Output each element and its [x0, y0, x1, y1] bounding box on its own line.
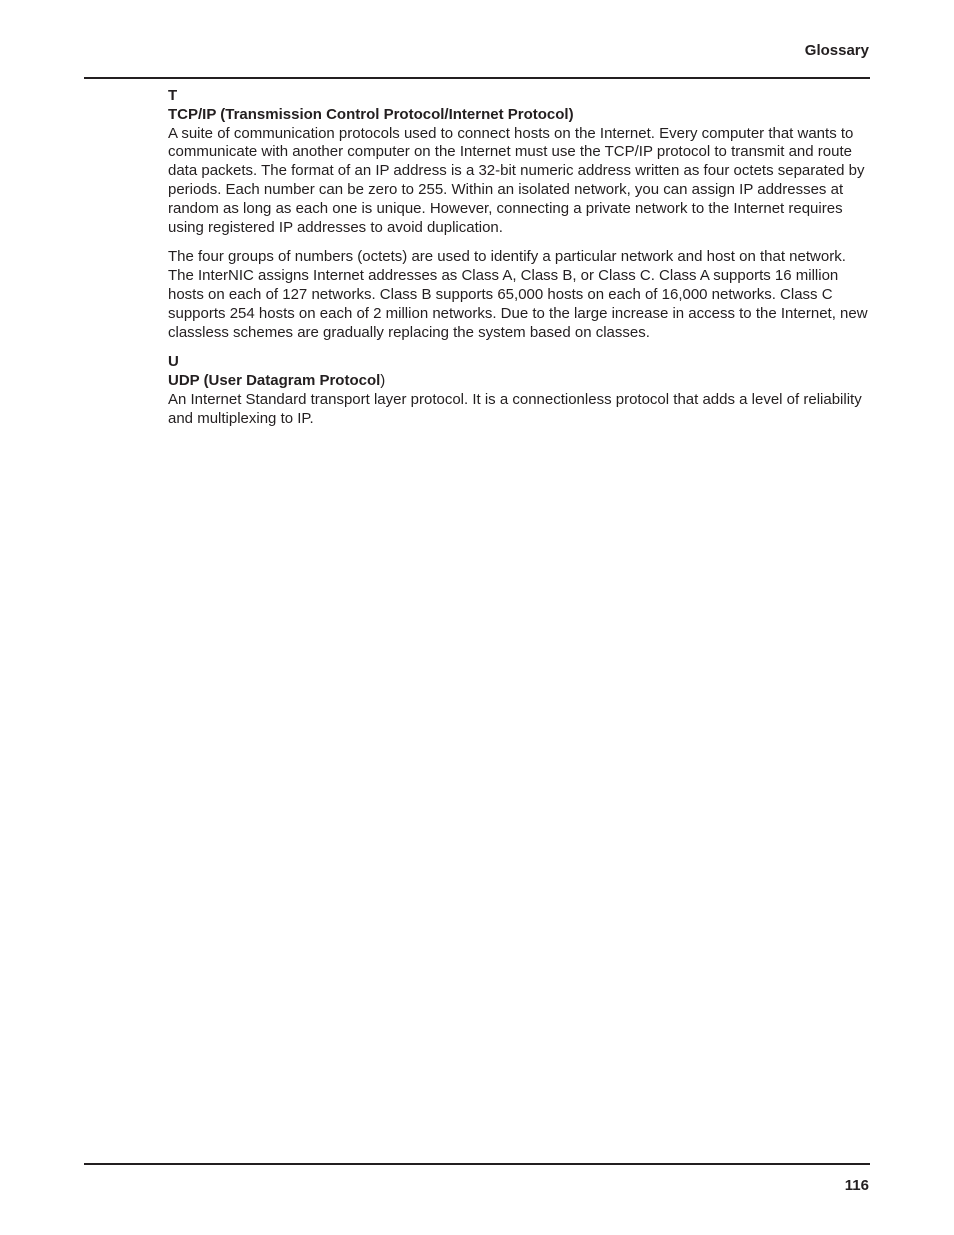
- term-name: UDP (User Datagram Protocol: [168, 372, 381, 390]
- term-definition: An Internet Standard transport layer protocol. It is a connectionless protocol that adds a level of reliability and multiplexing to IP.: [168, 390, 862, 427]
- term-suffix: ): [380, 372, 386, 390]
- glossary-section-u: [168, 353, 868, 428]
- term-definition: The four groups of numbers (octets) are used to identify a particular network and host on that network. The InterNIC assigns Internet addresses as Class A, Class B, or Class C. Class A supports 16 million hosts on each of 127 networks. Class B supports 65,000 hosts on each of 16,000 networks. Class C supports 254 hosts on each of 2 million networks. Due to the large increase in access to the Internet, new classless schemes are gradually replacing the system based on classes.: [168, 248, 868, 341]
- glossary-term: [168, 372, 868, 391]
- glossary-section-t: [168, 87, 868, 342]
- header-title: Glossary: [804, 42, 869, 59]
- section-letter: U: [168, 353, 179, 371]
- glossary-term: TCP/IP (Transmission Control Protocol/Internet Protocol): [168, 105, 574, 123]
- section-letter: T: [168, 87, 178, 104]
- footer-rule: [84, 1163, 870, 1165]
- page-number: 116: [844, 1177, 869, 1194]
- glossary-content: [168, 87, 868, 440]
- term-definition: A suite of communication protocols used to connect hosts on the Internet. Every computer that wants to communicate with another computer on the Internet must use the TCP/IP protocol to transmit and route data packets. The format of an IP address is a 32-bit numeric address written as four octets separated by periods. Each number can be zero to 255. Within an isolated network, you can assign IP addresses at random as long as each one is unique. However, connecting a private network to the Internet requires using registered IP addresses to avoid duplication.: [168, 124, 865, 236]
- header-rule: [84, 77, 870, 79]
